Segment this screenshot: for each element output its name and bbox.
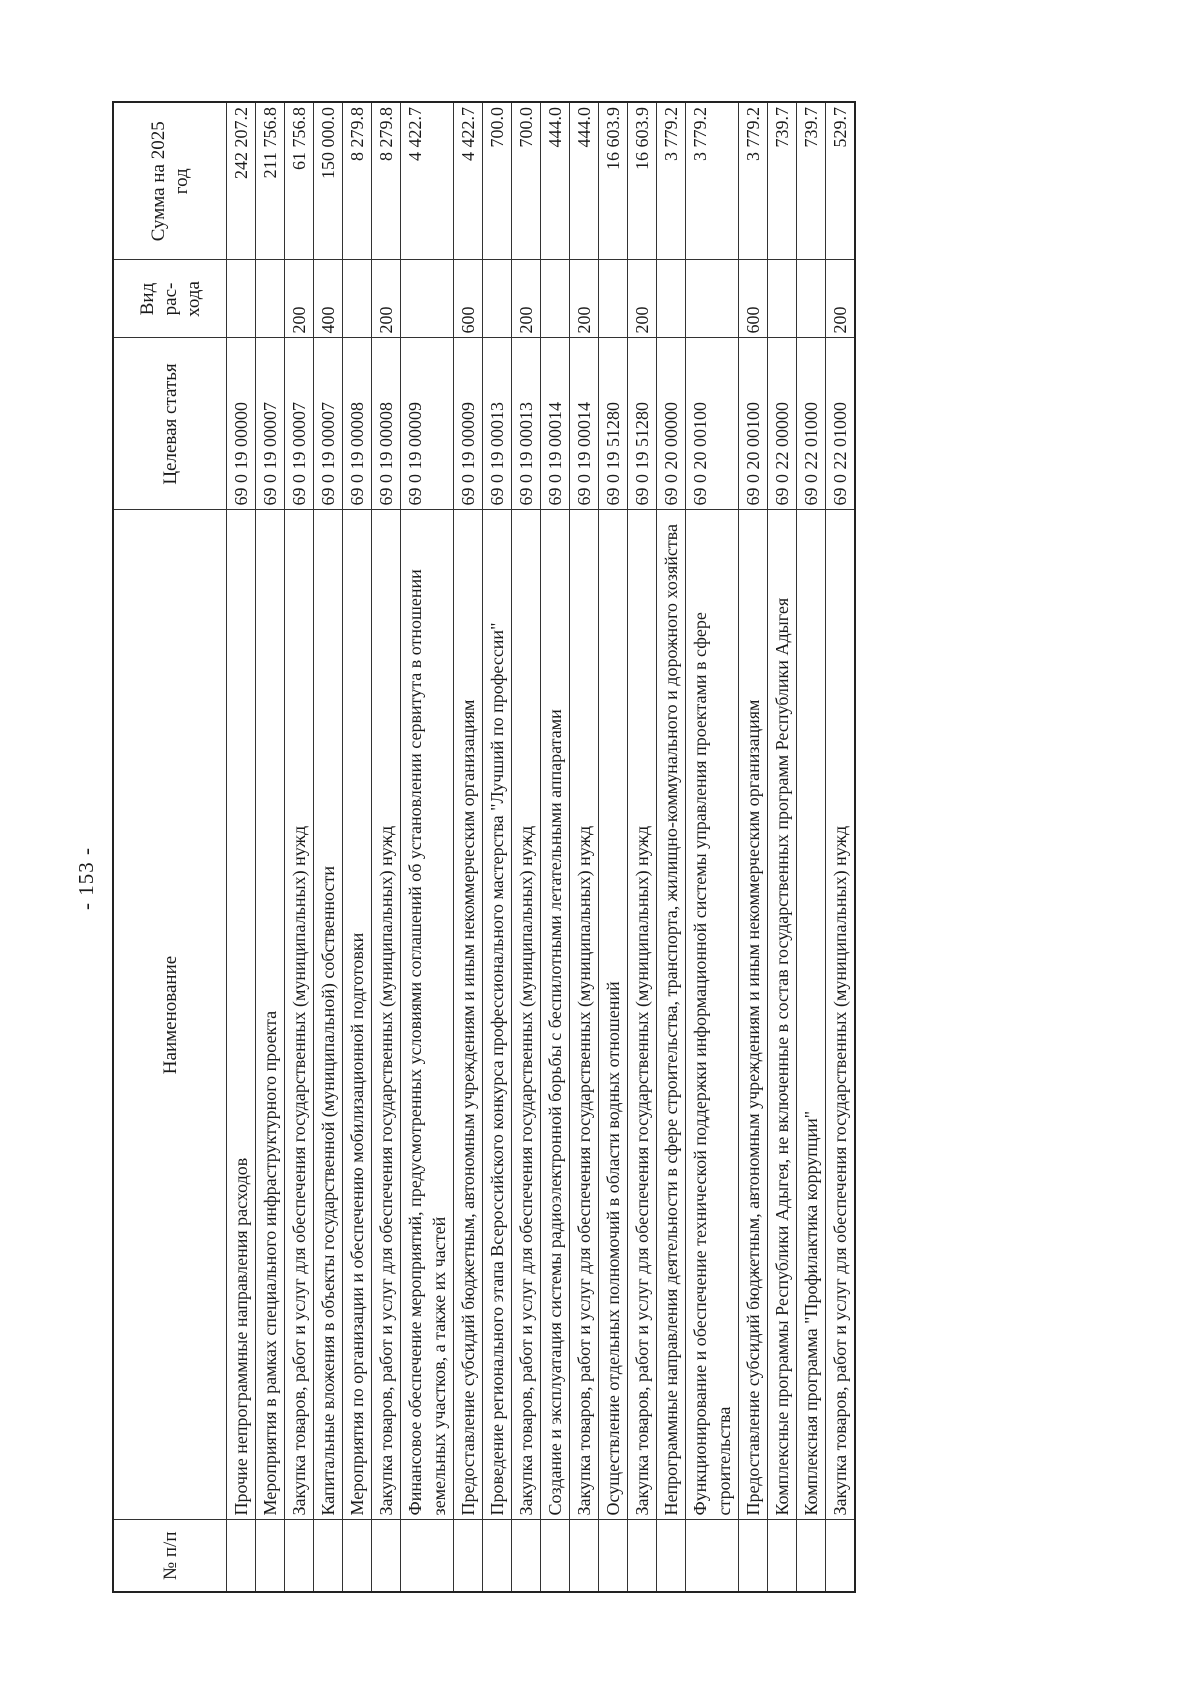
header-code: Целевая статья: [113, 338, 227, 510]
row-name-cell: Мероприятия в рамках специального инфраструктурного проекта: [256, 510, 285, 1520]
row-name-cell: Мероприятия по организации и обеспечению мобилизационной подготовки: [343, 510, 372, 1520]
table-row: [454, 102, 483, 1592]
row-code-cell: 69 0 19 00013: [512, 338, 541, 510]
row-name-cell: Закупка товаров, работ и услуг для обеспечения государственных (муниципальных) нужд: [372, 510, 401, 1520]
row-name-cell: Закупка товаров, работ и услуг для обеспечения государственных (муниципальных) нужд: [512, 510, 541, 1520]
table-row: [686, 102, 739, 1592]
row-num-cell: [256, 1520, 285, 1592]
row-code-cell: 69 0 19 00008: [343, 338, 372, 510]
row-code-cell: 69 0 19 00009: [454, 338, 483, 510]
row-num-cell: [454, 1520, 483, 1592]
row-num-cell: [314, 1520, 343, 1592]
row-code-cell: 69 0 19 00014: [541, 338, 570, 510]
header-name: Наименование: [113, 510, 227, 1520]
row-num-cell: [628, 1520, 657, 1592]
table-row: [599, 102, 628, 1592]
row-code-cell: 69 0 19 00000: [227, 338, 256, 510]
row-num-cell: [686, 1520, 739, 1592]
row-type-cell: 200: [372, 260, 401, 338]
table-row: [797, 102, 826, 1592]
row-num-cell: [797, 1520, 826, 1592]
row-num-cell: [227, 1520, 256, 1592]
row-sum-cell: 3 779.2: [739, 102, 768, 260]
table-row: [314, 102, 343, 1592]
row-code-cell: 69 0 19 00007: [285, 338, 314, 510]
row-type-cell: 600: [739, 260, 768, 338]
row-name-cell: Функционирование и обеспечение технической поддержки информационной системы управления проектами в сфере строительства: [686, 510, 739, 1520]
row-name-cell: Закупка товаров, работ и услуг для обеспечения государственных (муниципальных) нужд: [826, 510, 856, 1520]
row-sum-cell: 61 756.8: [285, 102, 314, 260]
table-row: [628, 102, 657, 1592]
row-type-cell: 200: [570, 260, 599, 338]
row-num-cell: [285, 1520, 314, 1592]
row-type-cell: [599, 260, 628, 338]
table-body: [227, 102, 856, 1592]
page-number: - 153 -: [74, 847, 98, 910]
row-num-cell: [826, 1520, 856, 1592]
table-row: [256, 102, 285, 1592]
row-num-cell: [657, 1520, 686, 1592]
row-name-cell: Проведение регионального этапа Всероссийского конкурса профессионального мастерства "Лучший по профессии": [483, 510, 512, 1520]
row-type-cell: 200: [826, 260, 856, 338]
row-type-cell: [797, 260, 826, 338]
table-row: [541, 102, 570, 1592]
row-num-cell: [343, 1520, 372, 1592]
row-num-cell: [401, 1520, 454, 1592]
row-sum-cell: 16 603.9: [628, 102, 657, 260]
row-sum-cell: 4 422.7: [401, 102, 454, 260]
row-type-cell: 200: [512, 260, 541, 338]
row-name-cell: Прочие непрограммные направления расходов: [227, 510, 256, 1520]
row-sum-cell: 8 279.8: [372, 102, 401, 260]
row-sum-cell: 529.7: [826, 102, 856, 260]
row-type-cell: 400: [314, 260, 343, 338]
row-num-cell: [512, 1520, 541, 1592]
row-name-cell: Закупка товаров, работ и услуг для обеспечения государственных (муниципальных) нужд: [570, 510, 599, 1520]
row-code-cell: 69 0 19 00009: [401, 338, 454, 510]
row-sum-cell: 739.7: [768, 102, 797, 260]
row-name-cell: Закупка товаров, работ и услуг для обеспечения государственных (муниципальных) нужд: [285, 510, 314, 1520]
row-type-cell: 600: [454, 260, 483, 338]
table-row: [372, 102, 401, 1592]
table-row: [657, 102, 686, 1592]
row-code-cell: 69 0 19 00013: [483, 338, 512, 510]
table-row: [227, 102, 256, 1592]
row-code-cell: 69 0 19 00014: [570, 338, 599, 510]
row-type-cell: 200: [628, 260, 657, 338]
row-type-cell: [657, 260, 686, 338]
row-num-cell: [541, 1520, 570, 1592]
row-name-cell: Предоставление субсидий бюджетным, автономным учреждениям и иным некоммерческим организациям: [454, 510, 483, 1520]
table-header-row: [113, 102, 227, 1592]
row-sum-cell: 3 779.2: [686, 102, 739, 260]
table-row: [570, 102, 599, 1592]
row-sum-cell: 150 000.0: [314, 102, 343, 260]
row-sum-cell: 211 756.8: [256, 102, 285, 260]
row-code-cell: 69 0 20 00000: [657, 338, 686, 510]
row-sum-cell: 4 422.7: [454, 102, 483, 260]
table-row: [768, 102, 797, 1592]
row-sum-cell: 444.0: [570, 102, 599, 260]
row-type-cell: [227, 260, 256, 338]
table-row: [401, 102, 454, 1592]
row-code-cell: 69 0 19 51280: [628, 338, 657, 510]
header-num: № п/п: [113, 1520, 227, 1592]
row-code-cell: 69 0 22 00000: [768, 338, 797, 510]
row-sum-cell: 16 603.9: [599, 102, 628, 260]
expenditure-table: [112, 101, 856, 1593]
row-code-cell: 69 0 20 00100: [686, 338, 739, 510]
row-name-cell: Предоставление субсидий бюджетным, автономным учреждениям и иным некоммерческим организациям: [739, 510, 768, 1520]
row-num-cell: [768, 1520, 797, 1592]
row-name-cell: Комплексная программа "Профилактика коррупции": [797, 510, 826, 1520]
row-type-cell: [768, 260, 797, 338]
row-sum-cell: 444.0: [541, 102, 570, 260]
row-type-cell: [483, 260, 512, 338]
row-name-cell: Непрограммные направления деятельности в сфере строительства, транспорта, жилищно-коммунального и дорожного хозяйства: [657, 510, 686, 1520]
row-code-cell: 69 0 19 00008: [372, 338, 401, 510]
row-name-cell: Осуществление отдельных полномочий в области водных отношений: [599, 510, 628, 1520]
row-type-cell: [541, 260, 570, 338]
header-sum: Сумма на 2025 год: [113, 102, 227, 260]
table-row: [739, 102, 768, 1592]
row-code-cell: 69 0 22 01000: [797, 338, 826, 510]
table-row: [483, 102, 512, 1592]
row-sum-cell: 739.7: [797, 102, 826, 260]
row-type-cell: [343, 260, 372, 338]
table-row: [826, 102, 856, 1592]
row-num-cell: [739, 1520, 768, 1592]
rotated-table-container: [112, 103, 856, 1593]
row-sum-cell: 700.0: [483, 102, 512, 260]
table-row: [285, 102, 314, 1592]
row-num-cell: [372, 1520, 401, 1592]
row-code-cell: 69 0 20 00100: [739, 338, 768, 510]
row-code-cell: 69 0 19 51280: [599, 338, 628, 510]
row-sum-cell: 8 279.8: [343, 102, 372, 260]
row-name-cell: Комплексные программы Республики Адыгея, не включенные в состав государственных программ Республики Адыгея: [768, 510, 797, 1520]
row-type-cell: 200: [285, 260, 314, 338]
row-code-cell: 69 0 22 01000: [826, 338, 856, 510]
row-code-cell: 69 0 19 00007: [314, 338, 343, 510]
row-name-cell: Капитальные вложения в объекты государственной (муниципальной) собственности: [314, 510, 343, 1520]
table-row: [512, 102, 541, 1592]
row-sum-cell: 3 779.2: [657, 102, 686, 260]
header-type: Вид рас- хода: [113, 260, 227, 338]
row-sum-cell: 242 207.2: [227, 102, 256, 260]
row-type-cell: [256, 260, 285, 338]
row-name-cell: Закупка товаров, работ и услуг для обеспечения государственных (муниципальных) нужд: [628, 510, 657, 1520]
row-sum-cell: 700.0: [512, 102, 541, 260]
row-num-cell: [599, 1520, 628, 1592]
row-name-cell: Создание и эксплуатация системы радиоэлектронной борьбы с беспилотными летательными аппаратами: [541, 510, 570, 1520]
row-num-cell: [483, 1520, 512, 1592]
row-type-cell: [686, 260, 739, 338]
row-type-cell: [401, 260, 454, 338]
table-row: [343, 102, 372, 1592]
row-num-cell: [570, 1520, 599, 1592]
row-name-cell: Финансовое обеспечение мероприятий, предусмотренных условиями соглашений об установлении сервитута в отношении земельных участков, а также их частей: [401, 510, 454, 1520]
row-code-cell: 69 0 19 00007: [256, 338, 285, 510]
